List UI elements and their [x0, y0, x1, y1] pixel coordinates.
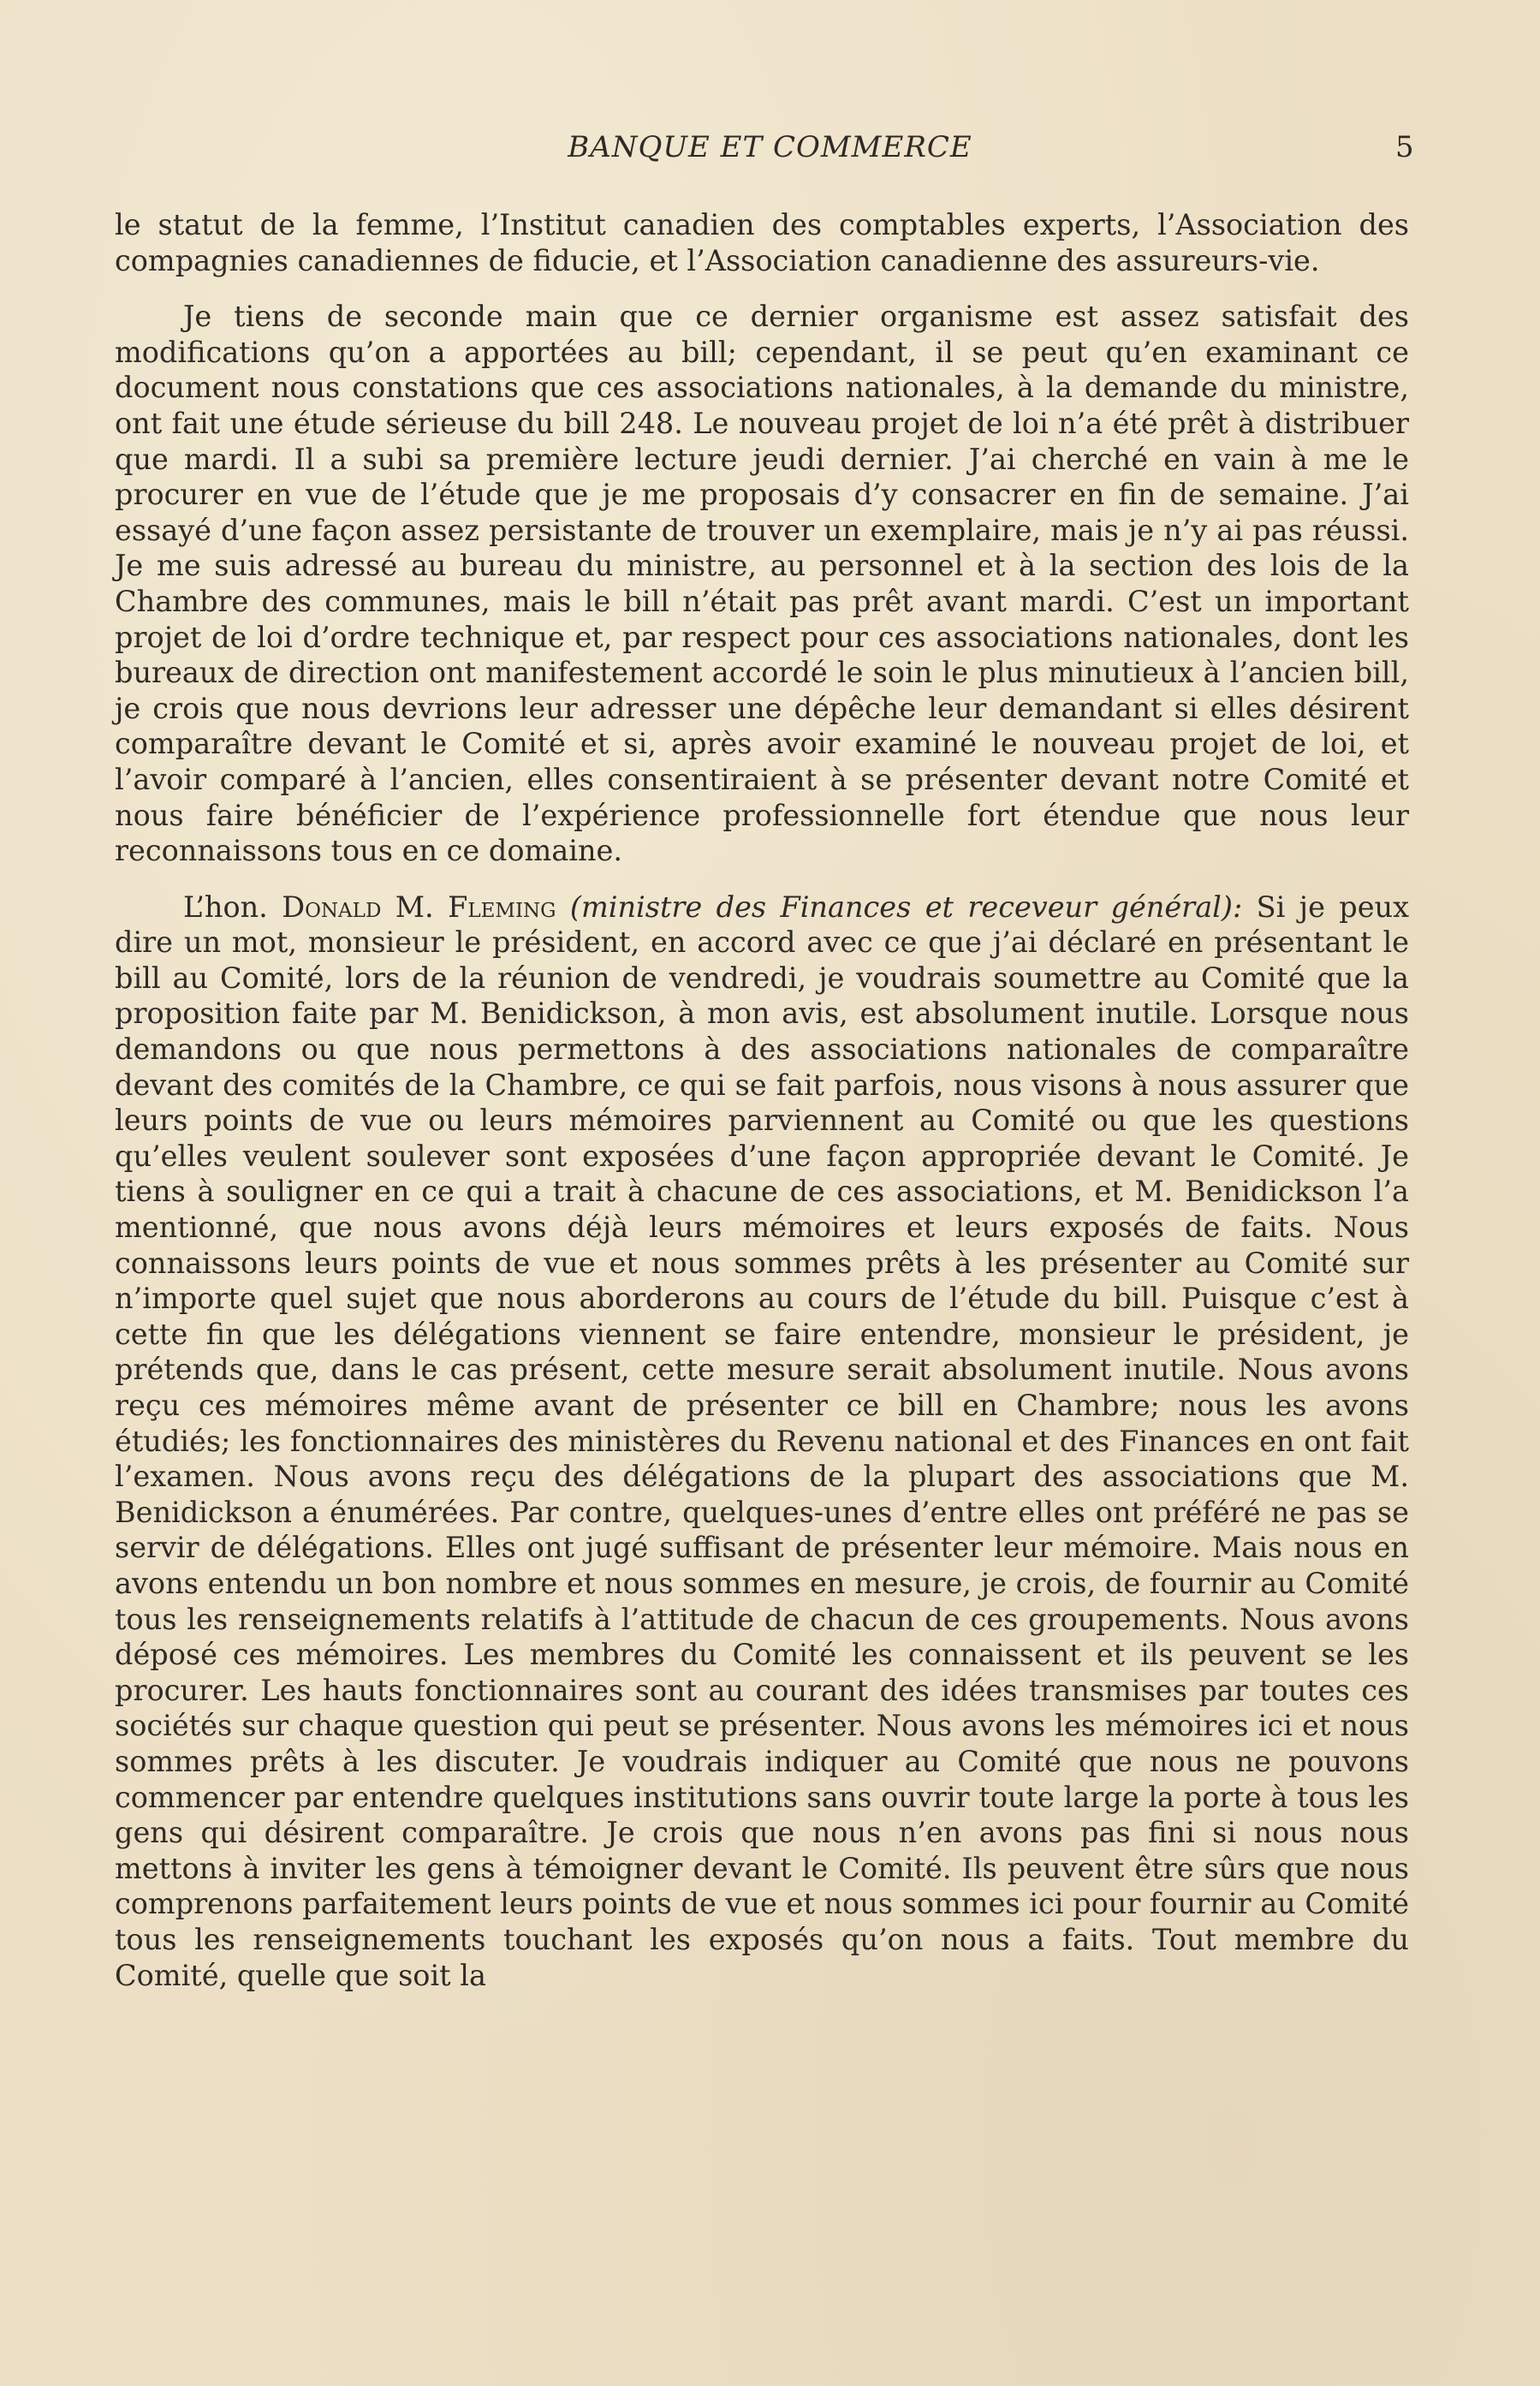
paragraph-continuation: le statut de la femme, l’Institut canadien des comptables experts, l’Association des compagnies canadiennes de fiducie, et l’Association canadienne des assureurs-vie. [115, 208, 1409, 277]
speaker-name: Donald M. Fleming [282, 890, 556, 924]
speaker-role: (ministre des Finances et receveur général): [569, 890, 1243, 924]
speaker-prefix: L’hon. [183, 890, 282, 924]
page-number: 5 [1395, 130, 1414, 164]
paragraph: Je tiens de seconde main que ce dernier organisme est assez satisfait des modifications qu’on a apportées au bill; cependant, il se peut qu’en examinant ce document nous constations que ces associations nationales, à la demande du ministre, ont fait une étude sérieuse du bill 248. Le nouveau projet de loi n’a été prêt à distribuer que mardi. Il a subi sa première lecture jeudi dernier. J’ai cherché en vain à me le procurer en vue de l’étude que je me proposais d’y consacrer en fin de semaine. J’ai essayé d’une façon assez persistante de trouver un exemplaire, mais je n’y ai pas réussi. Je me suis adressé au bureau du ministre, au personnel et à la section des lois de la Chambre des communes, mais le bill n’était pas prêt avant mardi. C’est un important projet de loi d’ordre technique et, par respect pour ces associations nationales, dont les bureaux de direction ont manifestement accordé le soin le plus minutieux à l’ancien bill, je crois que nous devrions leur adresser une dépêche leur demandant si elles désirent comparaître devant le Comité et si, après avoir examiné le nouveau projet de loi, et l’avoir comparé à l’ancien, elles consentiraient à se présenter devant notre Comité et nous faire bénéficier de l’expérience professionnelle fort étendue que nous leur reconnaissons tous en ce domaine. [115, 300, 1409, 868]
running-header [0, 130, 1540, 173]
running-title: BANQUE ET COMMERCE [568, 130, 972, 164]
speech-paragraph [115, 890, 1409, 1993]
speech-text: Si je peux dire un mot, monsieur le président, en accord avec ce que j’ai déclaré en présentant le bill au Comité, lors de la réunion de vendredi, je voudrais soumettre au Comité que la proposition faite par M. Benidickson, à mon avis, est absolument inutile. Lorsque nous demandons ou que nous permettons à des associations nationales de comparaître devant des comités de la Chambre, ce qui se fait parfois, nous visons à nous assurer que leurs points de vue ou leurs mémoires parviennent au Comité ou que les questions qu’elles veulent soulever sont exposées d’une façon appropriée devant le Comité. Je tiens à souligner en ce qui a trait à chacune de ces associations, et M. Benidickson l’a mentionné, que nous avons déjà leurs mémoires et leurs exposés de faits. Nous connaissons leurs points de vue et nous sommes prêts à les présenter au Comité sur n’importe quel sujet que nous aborderons au cours de l’étude du bill. Puisque c’est à cette fin que les délégations viennent se faire entendre, monsieur le président, je prétends que, dans le cas présent, cette mesure serait absolument inutile. Nous avons reçu ces mémoires même avant de présenter ce bill en Chambre; nous les avons étudiés; les fonctionnaires des ministères du Revenu national et des Finances en ont fait l’examen. Nous avons reçu des délégations de la plupart des associations que M. Benidickson a énumérées. Par contre, quelques-unes d’entre elles ont préféré ne pas se servir de délégations. Elles ont jugé suffisant de présenter leur mémoire. Mais nous en avons entendu un bon nombre et nous sommes en mesure, je crois, de fournir au Comité tous les renseignements relatifs à l’attitude de chacun de ces groupements. Nous avons déposé ces mémoires. Les membres du Comité les connaissent et ils peuvent se les procurer. Les hauts fonctionnaires sont au courant des idées transmises par toutes ces sociétés sur chaque question qui peut se présenter. Nous avons les mémoires ici et nous sommes prêts à les discuter. Je voudrais indiquer au Comité que nous ne pouvons commencer par entendre quelques institutions sans ouvrir toute large la porte à tous les gens qui désirent comparaître. Je crois que nous n’en avons pas fini si nous nous mettons à inviter les gens à témoigner devant le Comité. Ils peuvent être sûrs que nous comprenons parfaitement leurs points de vue et nous sommes ici pour fournir au Comité tous les renseignements touchant les exposés qu’on nous a faits. Tout membre du Comité, quelle que soit la [115, 890, 1410, 1992]
body-text [115, 207, 1409, 1993]
